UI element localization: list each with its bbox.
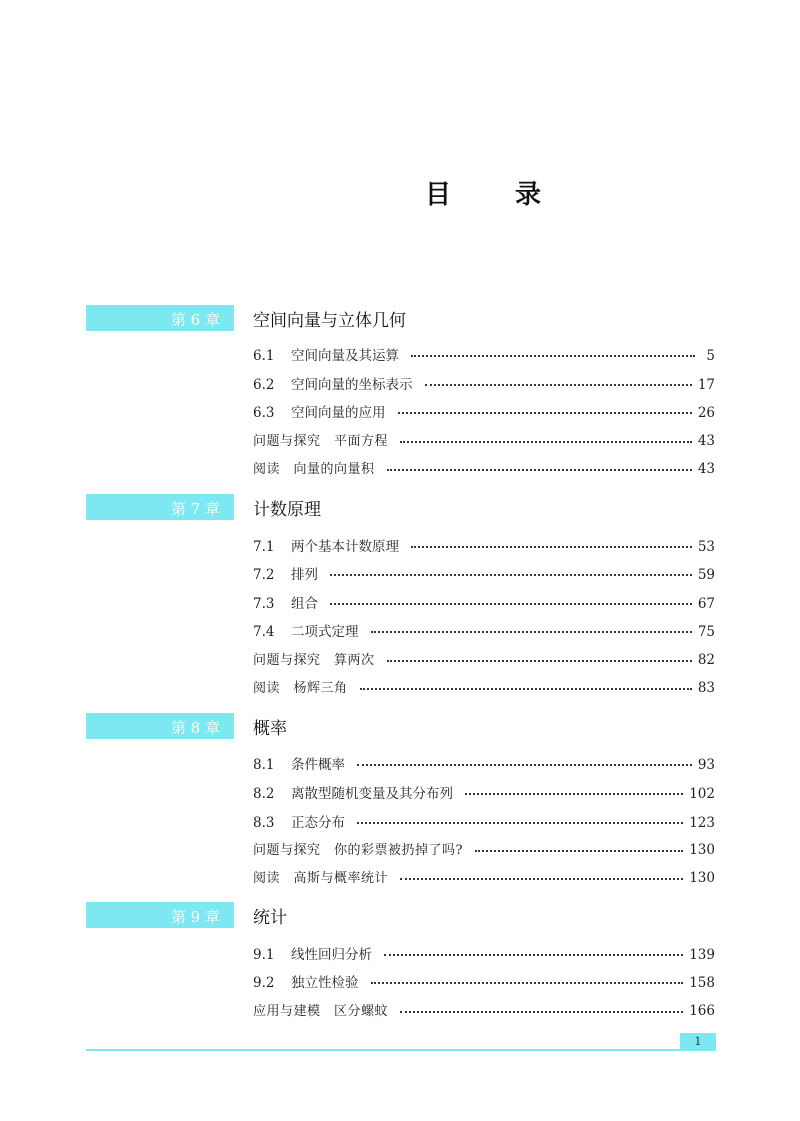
chapter-title: 计数原理 <box>253 500 321 520</box>
entry-title: 排列 <box>291 567 318 583</box>
entry-page: 43 <box>697 433 715 449</box>
chapter-label: 第 9 章 <box>170 908 220 926</box>
leader-dots <box>465 793 683 795</box>
page-title-part1: 目 <box>425 180 455 210</box>
chapter-title: 概率 <box>253 719 287 739</box>
toc-entry[interactable] <box>253 971 715 993</box>
entry-title: 两个基本计数原理 <box>291 539 399 555</box>
page-title <box>0 174 800 214</box>
entry-number: 8.1 <box>253 757 275 773</box>
leader-dots <box>411 546 692 548</box>
entry-page: 67 <box>697 596 715 612</box>
entry-number: 8.2 <box>253 786 275 802</box>
entry-title: 空间向量的坐标表示 <box>291 377 413 393</box>
footer-rule <box>86 1049 716 1051</box>
toc-entry[interactable] <box>253 782 715 804</box>
leader-dots <box>384 954 683 956</box>
entry-title: 应用与建模 区分螺蚊 <box>253 1004 389 1019</box>
chapter-band <box>86 713 234 739</box>
entry-title: 正态分布 <box>291 815 345 831</box>
leader-dots <box>371 982 684 984</box>
entry-number: 6.1 <box>253 348 275 364</box>
entry-page: 83 <box>697 680 715 696</box>
entry-page: 43 <box>697 461 715 477</box>
entry-title: 问题与探究 算两次 <box>253 653 375 668</box>
entry-page: 166 <box>689 1003 715 1019</box>
entry-page: 59 <box>697 567 715 583</box>
leader-dots <box>400 441 692 443</box>
entry-page: 130 <box>689 870 715 886</box>
toc-entry[interactable] <box>253 401 715 423</box>
toc-entry[interactable] <box>253 458 715 480</box>
entry-title: 空间向量的应用 <box>291 405 386 421</box>
leader-dots <box>387 660 692 662</box>
entry-title: 空间向量及其运算 <box>291 348 399 364</box>
entry-title: 二项式定理 <box>291 624 359 640</box>
toc-entry[interactable] <box>253 373 715 395</box>
entry-title: 条件概率 <box>291 757 345 773</box>
leader-dots <box>330 603 692 605</box>
chapter-label: 第 6 章 <box>170 311 220 329</box>
toc-entry[interactable] <box>253 677 715 699</box>
toc-entry[interactable] <box>253 620 715 642</box>
entry-number: 6.3 <box>253 405 275 421</box>
entry-title: 组合 <box>291 596 318 612</box>
entry-title: 阅读 高斯与概率统计 <box>253 871 389 886</box>
entry-page: 102 <box>689 786 715 802</box>
leader-dots <box>400 878 683 880</box>
chapter-band <box>86 902 234 928</box>
entry-page: 53 <box>697 539 715 555</box>
leader-dots <box>475 850 683 852</box>
chapter-heading <box>86 305 726 331</box>
toc-entry[interactable] <box>253 839 715 861</box>
chapter-heading <box>86 902 726 928</box>
entry-page: 139 <box>689 947 715 963</box>
entry-page: 82 <box>697 652 715 668</box>
entry-title: 阅读 杨辉三角 <box>253 681 348 696</box>
entry-page: 17 <box>697 377 715 393</box>
toc-entry[interactable] <box>253 943 715 965</box>
leader-dots <box>360 688 692 690</box>
entry-number: 7.3 <box>253 596 275 612</box>
leader-dots <box>357 764 692 766</box>
page-number: 1 <box>680 1033 716 1051</box>
entry-number: 6.2 <box>253 377 275 393</box>
leader-dots <box>330 574 692 576</box>
toc-entry[interactable] <box>253 649 715 671</box>
entry-page: 130 <box>689 842 715 858</box>
toc-entry[interactable] <box>253 592 715 614</box>
entry-page: 158 <box>689 975 715 991</box>
toc-entry[interactable] <box>253 535 715 557</box>
chapter-title: 空间向量与立体几何 <box>253 311 406 331</box>
leader-dots <box>387 469 692 471</box>
toc-entry[interactable] <box>253 344 715 366</box>
entry-number: 9.1 <box>253 947 275 963</box>
chapter-heading <box>86 494 726 520</box>
entry-page: 123 <box>689 815 715 831</box>
entry-title: 问题与探究 你的彩票被扔掉了吗? <box>253 843 463 858</box>
chapter-label: 第 7 章 <box>170 500 220 518</box>
entry-title: 离散型随机变量及其分布列 <box>291 786 453 802</box>
entry-number: 9.2 <box>253 975 275 991</box>
entry-number: 7.4 <box>253 624 275 640</box>
toc-entry[interactable] <box>253 1000 715 1022</box>
entry-number: 8.3 <box>253 815 275 831</box>
leader-dots <box>411 355 695 357</box>
entry-title: 线性回归分析 <box>291 947 372 963</box>
entry-page: 5 <box>706 348 715 364</box>
leader-dots <box>371 631 692 633</box>
chapter-title: 统计 <box>253 908 287 928</box>
chapter-heading <box>86 713 726 739</box>
toc-entry[interactable] <box>253 811 715 833</box>
entry-page: 26 <box>697 405 715 421</box>
toc-entry[interactable] <box>253 563 715 585</box>
entry-title: 独立性检验 <box>291 975 359 991</box>
chapter-label: 第 8 章 <box>170 719 220 737</box>
entry-number: 7.2 <box>253 567 275 583</box>
leader-dots <box>400 1011 683 1013</box>
leader-dots <box>425 384 692 386</box>
page-title-part2: 录 <box>515 180 545 210</box>
leader-dots <box>357 822 683 824</box>
entry-title: 阅读 向量的向量积 <box>253 462 375 477</box>
entry-page: 75 <box>697 624 715 640</box>
toc-entry[interactable] <box>253 867 715 889</box>
toc-entry[interactable] <box>253 430 715 452</box>
toc-entry[interactable] <box>253 753 715 775</box>
entry-number: 7.1 <box>253 539 275 555</box>
chapter-band <box>86 494 234 520</box>
leader-dots <box>398 412 692 414</box>
entry-page: 93 <box>697 757 715 773</box>
entry-title: 问题与探究 平面方程 <box>253 434 389 449</box>
chapter-band <box>86 305 234 331</box>
